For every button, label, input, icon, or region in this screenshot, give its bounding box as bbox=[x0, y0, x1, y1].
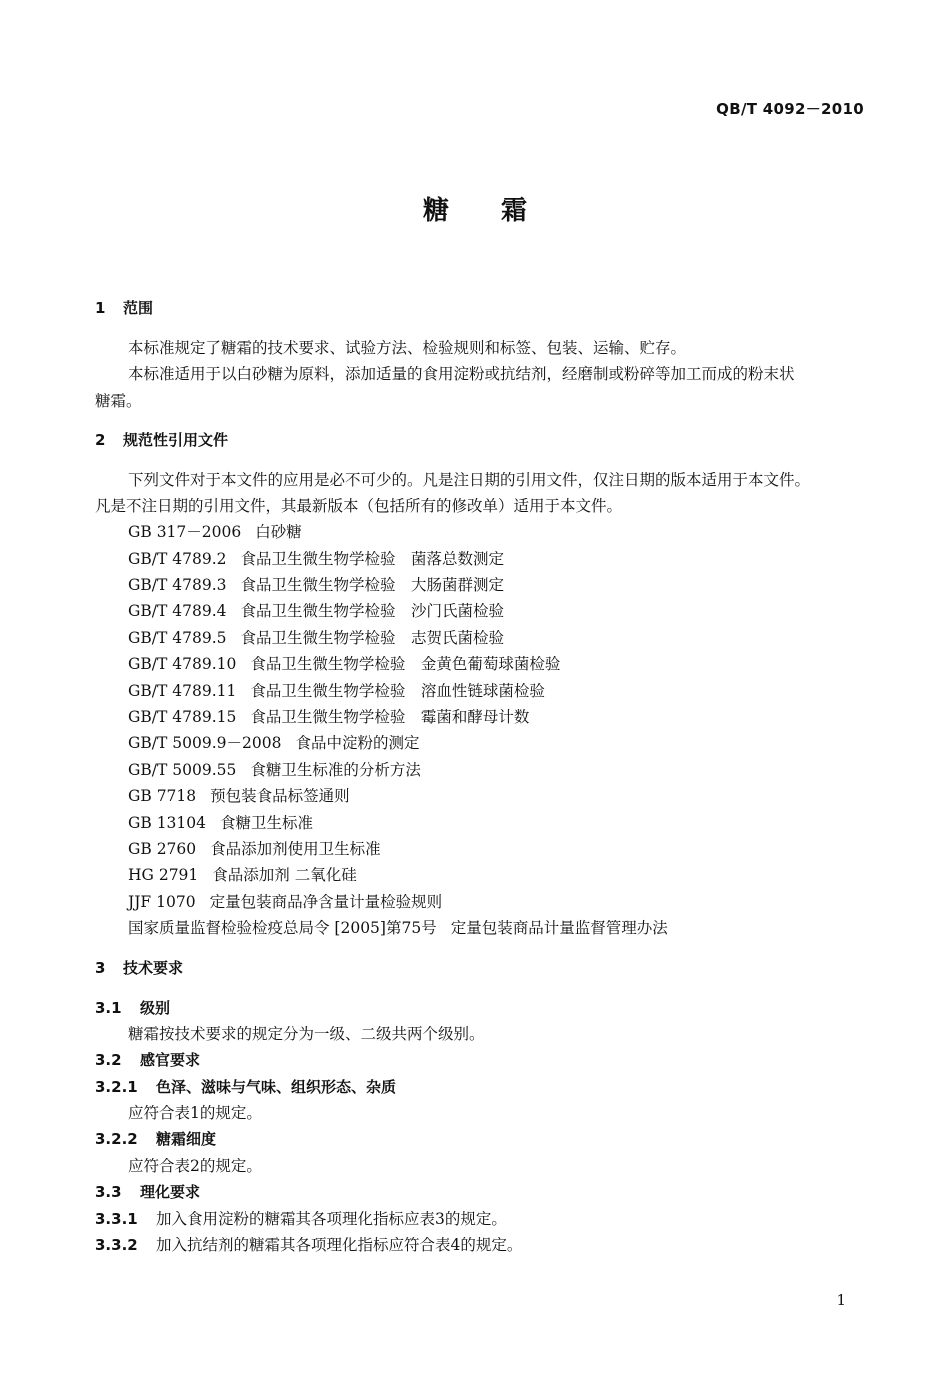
section-3-3-2-number: 3.3.2 bbox=[95, 1236, 138, 1254]
reference-title: 食品添加剂 二氧化硅 bbox=[212, 866, 357, 884]
section-3-3-1-text: 加入食用淀粉的糖霜其各项理化指标应表3的规定。 bbox=[156, 1210, 507, 1228]
scope-paragraph-2-line-1: 本标准适用于以白砂糖为原料，添加适量的食用淀粉或抗结剂，经磨制或粉碎等加工而成的粉末状 bbox=[128, 365, 795, 383]
section-3-2-2-title: 糖霜细度 bbox=[156, 1130, 217, 1148]
reference-item bbox=[128, 786, 350, 806]
section-3-2-1-title: 色泽、滋味与气味、组织形态、杂质 bbox=[156, 1078, 397, 1096]
reference-title: 食糖卫生标准的分析方法 bbox=[250, 761, 421, 779]
sensory-text: 应符合表1的规定。 bbox=[128, 1104, 262, 1122]
section-3-2-2-number: 3.2.2 bbox=[95, 1130, 138, 1148]
references-intro-line-1: 下列文件对于本文件的应用是必不可少的。凡是注日期的引用文件，仅注日期的版本适用于本文件。 bbox=[128, 471, 811, 489]
reference-title: 食品卫生微生物学检验 霉菌和酵母计数 bbox=[250, 708, 530, 726]
reference-code: GB 13104 bbox=[128, 814, 207, 832]
section-3-3-title: 理化要求 bbox=[140, 1183, 201, 1201]
section-1-number: 1 bbox=[95, 299, 106, 317]
reference-code: GB/T 4789.2 bbox=[128, 550, 227, 568]
section-1-heading bbox=[95, 298, 153, 318]
reference-code: GB/T 4789.11 bbox=[128, 682, 237, 700]
reference-title: 食糖卫生标准 bbox=[220, 814, 314, 832]
section-3-2-1-number: 3.2.1 bbox=[95, 1078, 138, 1096]
section-3-3-1 bbox=[95, 1209, 507, 1229]
reference-item bbox=[128, 839, 381, 859]
reference-item bbox=[128, 601, 504, 621]
reference-item bbox=[128, 918, 668, 938]
reference-code: GB/T 4789.4 bbox=[128, 602, 227, 620]
scope-paragraph-1: 本标准规定了糖霜的技术要求、试验方法、检验规则和标签、包装、运输、贮存。 bbox=[128, 339, 687, 357]
document-title: 糖霜 bbox=[422, 196, 579, 226]
reference-code: GB/T 5009.9－2008 bbox=[128, 734, 282, 752]
reference-title: 定量包装商品计量监督管理办法 bbox=[450, 919, 668, 937]
section-2-title: 规范性引用文件 bbox=[123, 431, 229, 449]
reference-code: 国家质量监督检验检疫总局令 [2005]第75号 bbox=[128, 919, 437, 937]
section-2-number: 2 bbox=[95, 431, 106, 449]
reference-item bbox=[128, 575, 504, 595]
reference-title: 食品卫生微生物学检验 金黄色葡萄球菌检验 bbox=[250, 655, 561, 673]
standard-code: QB/T 4092－2010 bbox=[716, 100, 864, 118]
reference-item bbox=[128, 892, 442, 912]
reference-title: 食品卫生微生物学检验 菌落总数测定 bbox=[240, 550, 505, 568]
section-3-title: 技术要求 bbox=[123, 959, 184, 977]
reference-title: 预包装食品标签通则 bbox=[210, 787, 350, 805]
section-3-3-number: 3.3 bbox=[95, 1183, 122, 1201]
scope-paragraph-2-line-2: 糖霜。 bbox=[95, 392, 142, 410]
section-3-3-1-number: 3.3.1 bbox=[95, 1210, 138, 1228]
reference-title: 白砂糖 bbox=[255, 523, 302, 541]
section-3-1-title: 级别 bbox=[140, 999, 171, 1017]
reference-item bbox=[128, 707, 529, 727]
section-3-1-number: 3.1 bbox=[95, 999, 122, 1017]
section-3-2-1-heading bbox=[95, 1077, 396, 1097]
reference-item bbox=[128, 681, 545, 701]
reference-title: 食品卫生微生物学检验 大肠菌群测定 bbox=[240, 576, 505, 594]
section-3-number: 3 bbox=[95, 959, 106, 977]
reference-code: GB/T 4789.10 bbox=[128, 655, 237, 673]
grade-text: 糖霜按技术要求的规定分为一级、二级共两个级别。 bbox=[128, 1025, 485, 1043]
section-3-3-heading bbox=[95, 1182, 200, 1202]
reference-item bbox=[128, 654, 560, 674]
reference-title: 食品卫生微生物学检验 溶血性链球菌检验 bbox=[250, 682, 545, 700]
reference-item bbox=[128, 549, 504, 569]
reference-code: JJF 1070 bbox=[128, 893, 196, 911]
reference-title: 定量包装商品净含量计量检验规则 bbox=[209, 893, 443, 911]
page-number: 1 bbox=[836, 1291, 846, 1309]
section-3-heading bbox=[95, 958, 183, 978]
section-3-1-heading bbox=[95, 998, 170, 1018]
section-3-3-2 bbox=[95, 1235, 522, 1255]
section-1-title: 范围 bbox=[123, 299, 154, 317]
section-3-2-title: 感官要求 bbox=[140, 1051, 201, 1069]
section-2-heading bbox=[95, 430, 228, 450]
reference-item bbox=[128, 813, 313, 833]
reference-code: GB 317－2006 bbox=[128, 523, 242, 541]
reference-code: GB/T 4789.15 bbox=[128, 708, 237, 726]
reference-title: 食品卫生微生物学检验 沙门氏菌检验 bbox=[240, 602, 505, 620]
reference-code: GB/T 4789.5 bbox=[128, 629, 227, 647]
reference-title: 食品卫生微生物学检验 志贺氏菌检验 bbox=[240, 629, 505, 647]
reference-code: GB 7718 bbox=[128, 787, 197, 805]
section-3-2-number: 3.2 bbox=[95, 1051, 122, 1069]
section-3-2-heading bbox=[95, 1050, 200, 1070]
reference-item bbox=[128, 522, 302, 542]
reference-code: HG 2791 bbox=[128, 866, 199, 884]
fineness-text: 应符合表2的规定。 bbox=[128, 1157, 262, 1175]
reference-title: 食品添加剂使用卫生标准 bbox=[210, 840, 381, 858]
reference-item bbox=[128, 628, 504, 648]
reference-title: 食品中淀粉的测定 bbox=[295, 734, 420, 752]
reference-code: GB/T 4789.3 bbox=[128, 576, 227, 594]
reference-item bbox=[128, 733, 419, 753]
reference-code: GB/T 5009.55 bbox=[128, 761, 237, 779]
reference-item bbox=[128, 760, 421, 780]
section-3-3-2-text: 加入抗结剂的糖霜其各项理化指标应符合表4的规定。 bbox=[156, 1236, 523, 1254]
reference-code: GB 2760 bbox=[128, 840, 197, 858]
references-intro-line-2: 凡是不注日期的引用文件，其最新版本（包括所有的修改单）适用于本文件。 bbox=[95, 497, 623, 515]
reference-item bbox=[128, 865, 357, 885]
section-3-2-2-heading bbox=[95, 1129, 216, 1149]
